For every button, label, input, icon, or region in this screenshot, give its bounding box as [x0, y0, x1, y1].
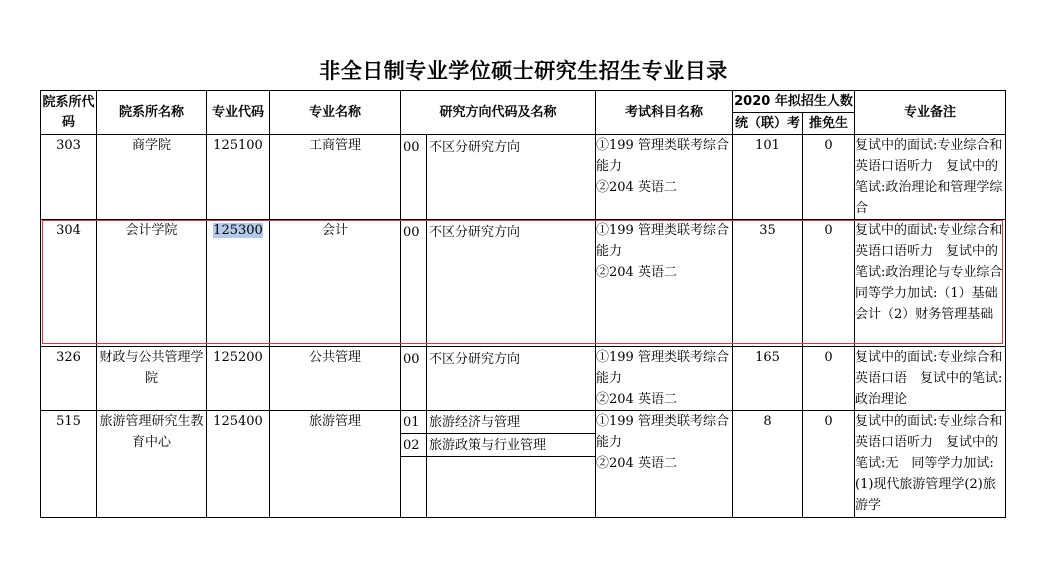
- header-quota-group: 2020 年拟招生人数: [733, 91, 855, 113]
- direction-cell: [401, 347, 596, 411]
- exam-subject: ②204 英语二: [596, 456, 677, 471]
- table-row: [41, 220, 1006, 347]
- header-major-name: 专业名称: [270, 91, 401, 135]
- header-direction: 研究方向代码及名称: [401, 91, 596, 135]
- major-code-cell: [207, 220, 270, 347]
- dept-name-cell: 财政与公共管理学院: [97, 347, 207, 411]
- exempt-quota-cell: 0: [803, 220, 855, 347]
- exam-subject: ②204 英语二: [596, 180, 677, 195]
- exam-subject: ②204 英语二: [596, 392, 677, 407]
- dept-name-cell: 会计学院: [97, 220, 207, 347]
- direction-code: 00: [401, 220, 427, 346]
- exempt-quota-cell: 0: [803, 411, 855, 518]
- direction-code: 00: [401, 135, 427, 219]
- remarks-cell: 复试中的面试:专业综合和英语口语 复试中的笔试:政治理论: [855, 347, 1006, 411]
- major-name-cell: 工商管理: [270, 135, 401, 220]
- direction-name: 旅游经济与管理: [429, 415, 521, 430]
- unified-quota-cell: 101: [733, 135, 803, 220]
- direction-cell: [401, 220, 596, 347]
- major-name-cell: 旅游管理: [270, 411, 401, 518]
- page-title: 非全日制专业学位硕士研究生招生专业目录: [319, 59, 728, 83]
- remarks-cell: 复试中的面试:专业综合和英语口语听力 复试中的笔试:无 同等学力加试:(1)现代旅游管理学(2)旅游学: [855, 411, 1006, 518]
- direction-cell: [401, 135, 596, 220]
- direction-code: 01: [401, 411, 427, 433]
- dept-code-cell: 515: [41, 411, 97, 518]
- major-name-cell: 公共管理: [270, 347, 401, 411]
- direction-name: 不区分研究方向: [429, 352, 521, 367]
- exempt-quota-cell: 0: [803, 135, 855, 220]
- dept-code-cell: 303: [41, 135, 97, 220]
- dept-name-cell: 商学院: [97, 135, 207, 220]
- remarks-cell: 复试中的面试:专业综合和英语口语听力 复试中的笔试:政治理论和管理学综合: [855, 135, 1006, 220]
- major-code-cell: 125200: [207, 347, 270, 411]
- exam-subject: ①199 管理类联考综合能力: [596, 350, 729, 386]
- exam-cell: [596, 347, 733, 411]
- major-code-cell: 125400: [207, 411, 270, 518]
- major-code-cell: 125100: [207, 135, 270, 220]
- direction-cell: [401, 411, 596, 518]
- exam-cell: [596, 411, 733, 518]
- dept-code-cell: 304: [41, 220, 97, 347]
- exam-subject: ①199 管理类联考综合能力: [596, 138, 729, 174]
- header-major-code: 专业代码: [207, 91, 270, 135]
- dept-name-cell: 旅游管理研究生教育中心: [97, 411, 207, 518]
- exam-cell: [596, 220, 733, 347]
- remarks-cell: 复试中的面试:专业综合和英语口语听力 复试中的笔试:政治理论与专业综合 同等学力加试:（1）基础会计（2）财务管理基础: [855, 220, 1006, 347]
- exam-subject: ①199 管理类联考综合能力: [596, 223, 729, 259]
- direction-name: 不区分研究方向: [429, 140, 521, 155]
- exam-subject: ①199 管理类联考综合能力: [596, 414, 729, 450]
- catalog-table: [40, 90, 1016, 518]
- header-dept-code: 院系所代码: [41, 91, 97, 135]
- exam-subject: ②204 英语二: [596, 265, 677, 280]
- selected-text: 125300: [213, 223, 263, 238]
- direction-code: 00: [401, 347, 427, 410]
- unified-quota-cell: 8: [733, 411, 803, 518]
- header-exempt: 推免生: [803, 113, 855, 135]
- direction-code-spacer: [401, 457, 427, 517]
- unified-quota-cell: 35: [733, 220, 803, 347]
- direction-name: 旅游政策与行业管理: [429, 438, 547, 453]
- direction-code: 02: [401, 434, 427, 456]
- header-dept-name: 院系所名称: [97, 91, 207, 135]
- unified-quota-cell: 165: [733, 347, 803, 411]
- header-unified: 统（联）考: [733, 113, 803, 135]
- table-row: [41, 347, 1006, 411]
- table-row: [41, 135, 1006, 220]
- exempt-quota-cell: 0: [803, 347, 855, 411]
- exam-cell: [596, 135, 733, 220]
- header-exam: 考试科目名称: [596, 91, 733, 135]
- direction-name: 不区分研究方向: [429, 225, 521, 240]
- major-name-cell: 会计: [270, 220, 401, 347]
- header-remarks: 专业备注: [855, 91, 1006, 135]
- table-row: [41, 411, 1006, 518]
- dept-code-cell: 326: [41, 347, 97, 411]
